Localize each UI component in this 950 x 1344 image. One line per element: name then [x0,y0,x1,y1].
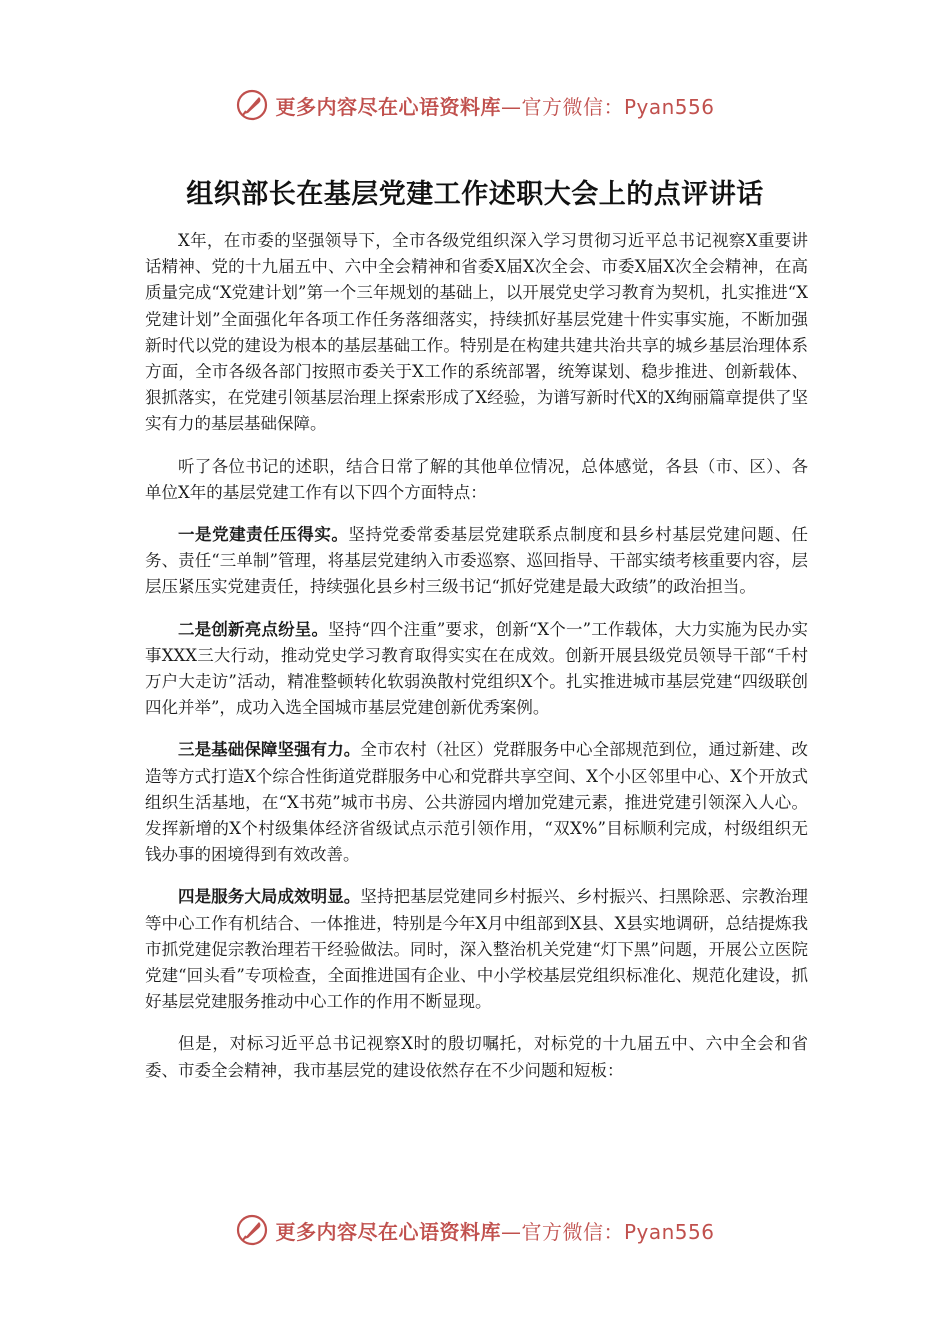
paragraph-point-1: 一是党建责任压得实。坚持党委常委基层党建联系点制度和县乡村基层党建问题、任务、责任“三单制”管理，将基层党建纳入市委巡察、巡回指导、干部实绩考核重要内容，层层压紧压实党建责任，持续强化县乡村三级书记“抓好党建是最大政绩”的政治担当。 [145,525,809,597]
point-3-heading: 三是基础保障坚强有力。 [178,740,361,760]
document-body [145,228,808,1100]
point-1-heading: 一是党建责任压得实。 [178,525,349,545]
quill-pen-icon [235,1213,269,1247]
banner-text [275,1216,714,1245]
point-2-heading: 二是创新亮点纷呈。 [178,619,329,639]
banner-text-main: 更多内容尽在心语资料库 [275,1219,501,1244]
footer-banner [0,1207,950,1253]
paragraph-point-4: 四是服务大局成效明显。坚持把基层党建同乡村振兴、乡村振兴、扫黑除恶、宗教治理等中心工作有机结合、一体推进，特别是今年X月中组部到X县、X县实地调研，总结提炼我市抓党建促宗教治理若干经验做法。同时，深入整治机关党建“灯下黑”问题，开展公立医院党建“回头看”专项检查，全面推进国有企业、中小学校基层党组织标准化、规范化建设，抓好基层党建服务推动中心工作的作用不断显现。 [145,887,809,1012]
paragraph-intro: X年，在市委的坚强领导下，全市各级党组织深入学习贯彻习近平总书记视察X重要讲话精神、党的十九届五中、六中全会精神和省委X届X次全会、市委X届X次全会精神，在高质量完成“X党建计划”第一个三年规划的基础上，以开展党史学习教育为契机，扎实推进“X党建计划”全面强化年各项工作任务落细落实，持续抓好基层党建十件实事实施，不断加强新时代以党的建设为根本的基层基础工作。特别是在构建共建共治共享的城乡基层治理体系方面，全市各级各部门按照市委关于X工作的系统部署，统筹谋划、稳步推进、创新载体、狠抓落实，在党建引领基层治理上探索形成了X经验，为谱写新时代X的X绚丽篇章提供了坚实有力的基层基础保障。 [145,231,808,434]
banner-text-rest: —官方微信：Pyan556 [500,1219,715,1244]
banner-text-main: 更多内容尽在心语资料库 [275,94,501,119]
paragraph-point-2: 二是创新亮点纷呈。坚持“四个注重”要求，创新“X个一”工作载体，大力实施为民办实事XXX三大行动，推动党史学习教育取得实实在在成效。创新开展县级党员领导干部“千村万户大走访”活动，精准整顿转化软弱涣散村党组织X个。扎实推进城市基层党建“四级联创四化并举”，成功入选全国城市基层党建创新优秀案例。 [145,619,809,718]
page-title: 组织部长在基层党建工作述职大会上的点评讲话 [186,179,764,210]
banner-text-rest: —官方微信：Pyan556 [500,94,715,119]
paragraph-summary: 听了各位书记的述职，结合日常了解的其他单位情况，总体感觉，各县（市、区）、各单位X年的基层党建工作有以下四个方面特点： [145,456,808,502]
paragraph-problems: 但是，对标习近平总书记视察X时的殷切嘱托，对标党的十九届五中、六中全会和省委、市委全会精神，我市基层党的建设依然存在不少问题和短板： [145,1034,808,1080]
header-banner [0,82,950,128]
banner-text [275,91,714,120]
point-4-heading: 四是服务大局成效明显。 [178,887,361,907]
paragraph-point-3: 三是基础保障坚强有力。全市农村（社区）党群服务中心全部规范到位，通过新建、改造等方式打造X个综合性街道党群服务中心和党群共享空间、X个小区邻里中心、X个开放式组织生活基地，在“X书苑”城市书房、公共游园内增加党建元素，推进党建引领深入人心。发挥新增的X个村级集体经济省级试点示范引领作用，“双X%”目标顺利完成，村级组织无钱办事的困境得到有效改善。 [145,740,809,865]
quill-pen-icon [235,88,269,122]
